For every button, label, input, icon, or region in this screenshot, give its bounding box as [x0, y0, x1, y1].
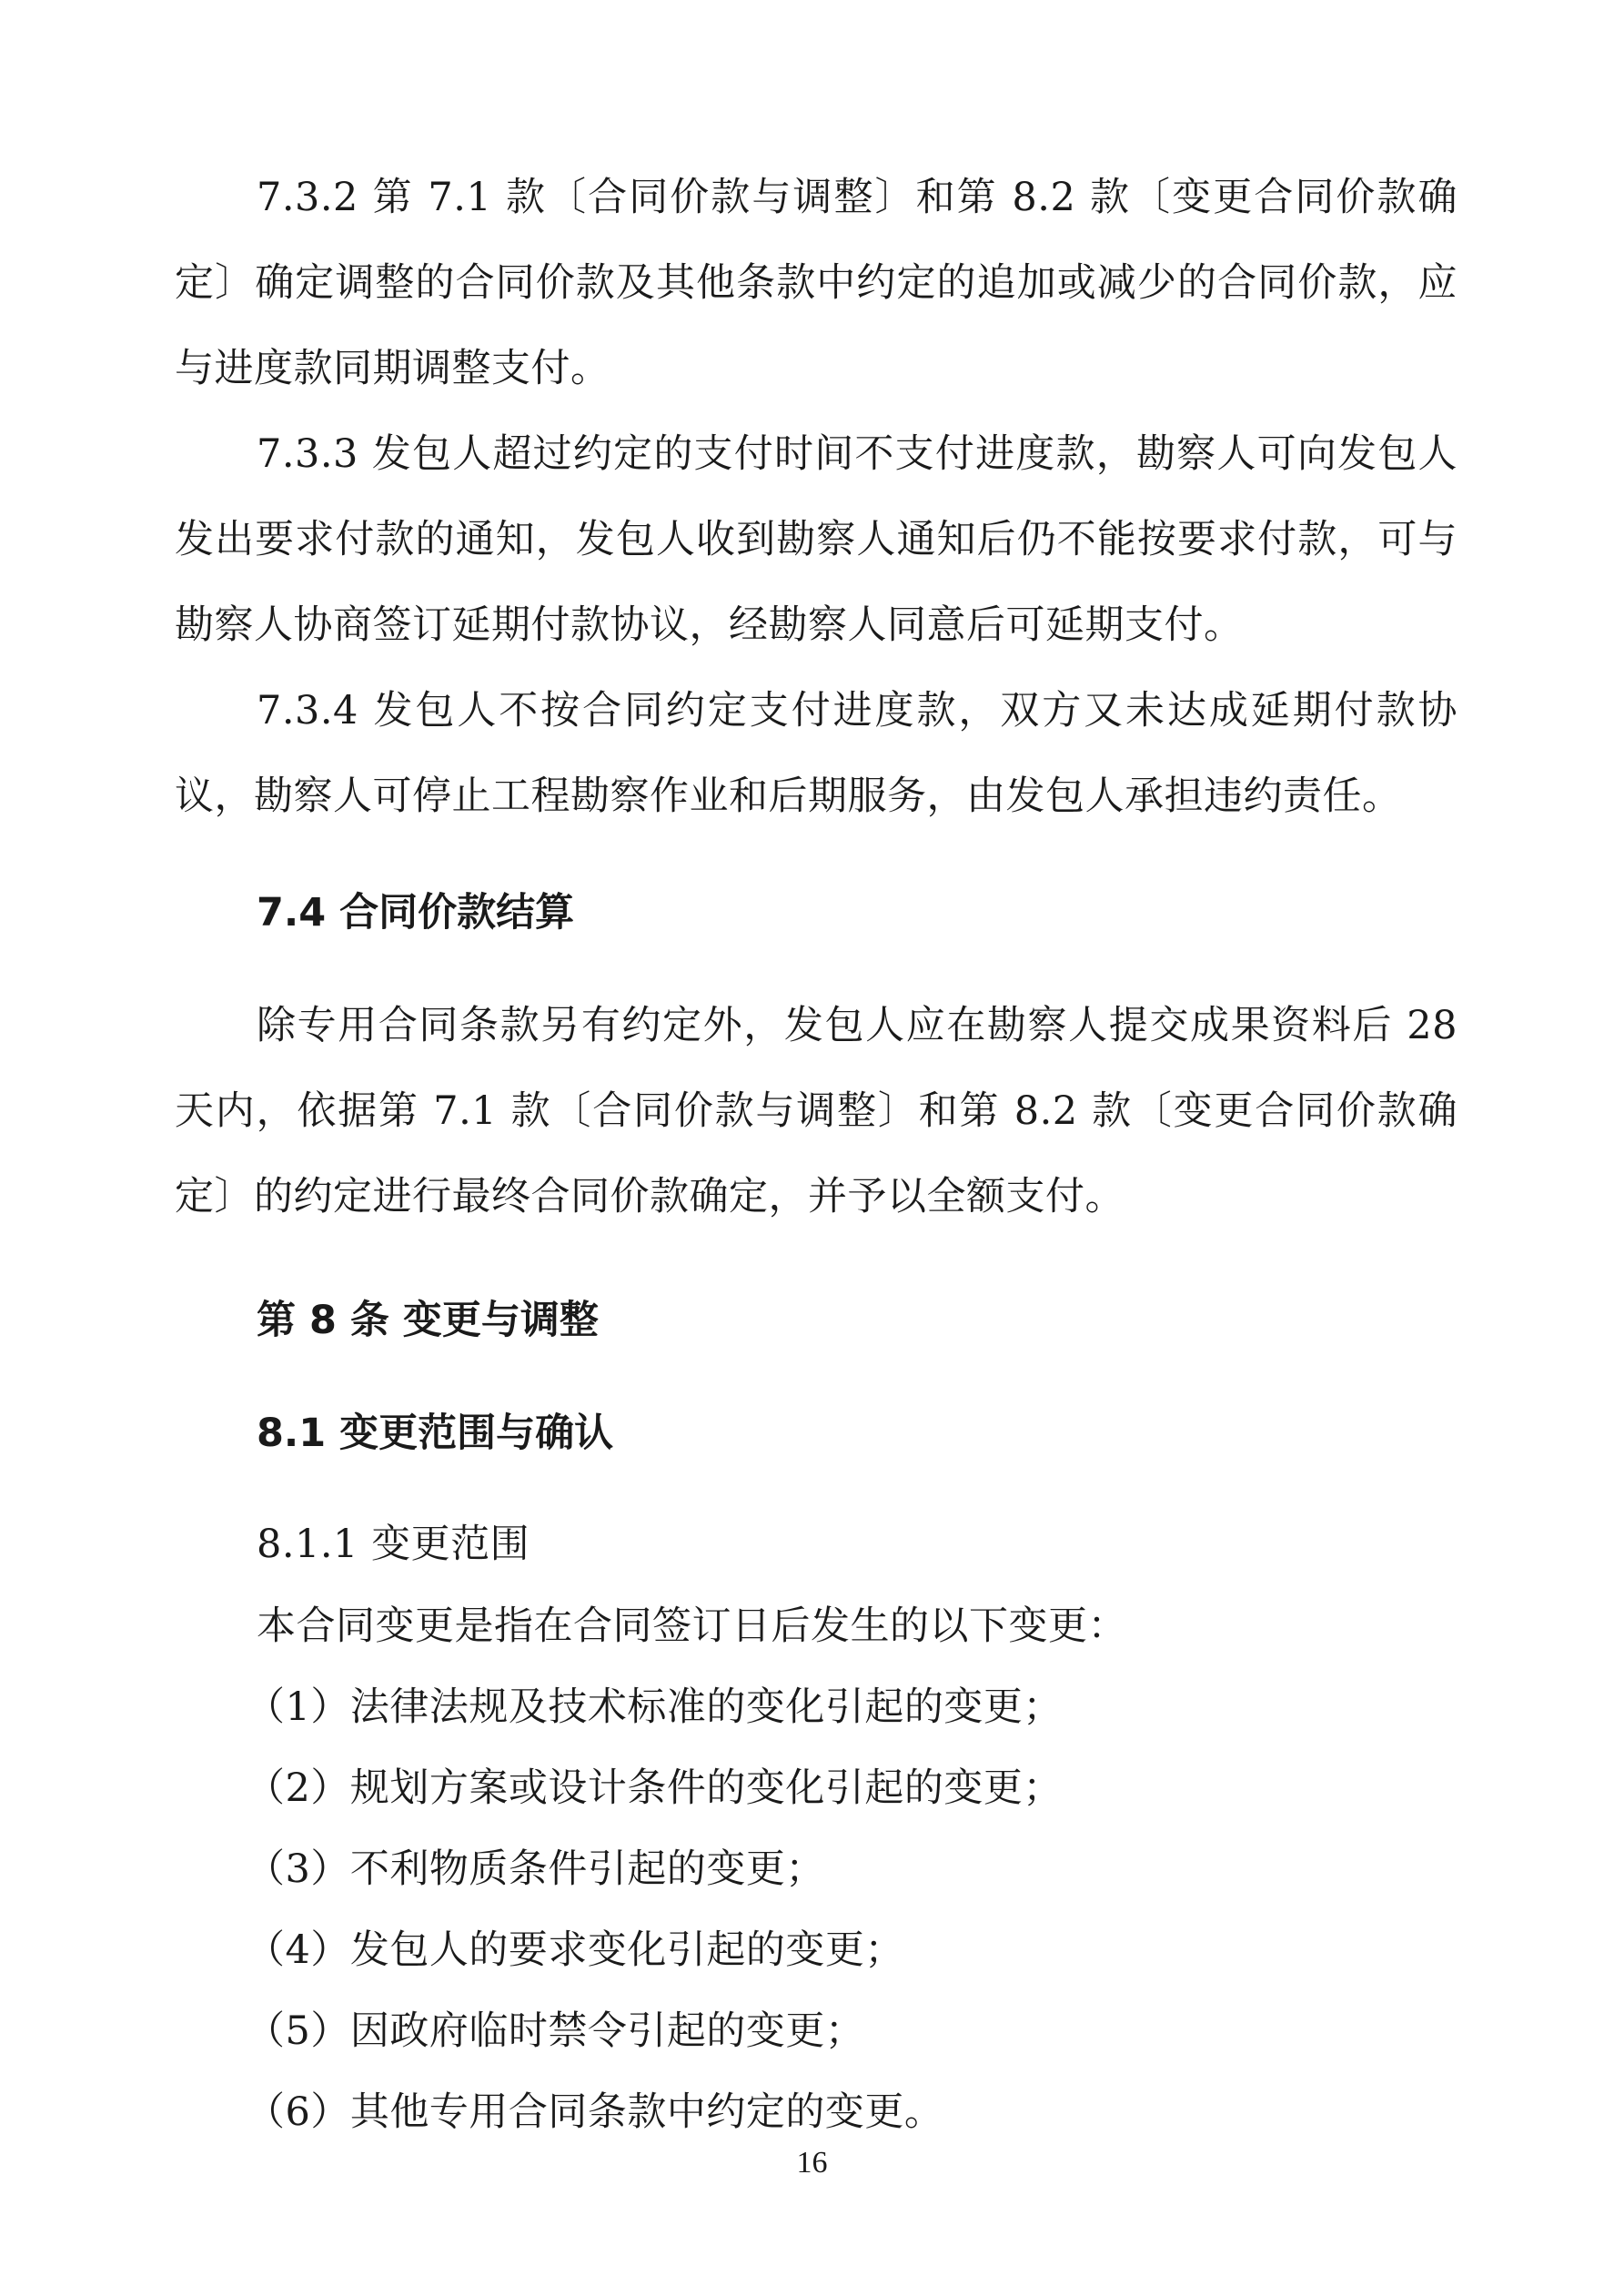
subheading-8-1-1: 8.1.1 变更范围: [257, 1522, 530, 1567]
intro-8-1-1: 本合同变更是指在合同签订日后发生的以下变更：: [257, 1603, 1127, 1649]
paragraph-7-3-2: 7.3.2 第 7.1 款〔合同价款与调整〕和第 8.2 款〔变更合同价款确定〕确定调整的合同价款及其他条款中约定的追加或减少的合同价款，应与进度款同期调整支付。: [175, 175, 1458, 391]
heading-7-4: 7.4 合同价款结算: [257, 890, 575, 936]
page-number: 16: [796, 2146, 828, 2180]
list-item: （1）法律法规及技术标准的变化引起的变更；: [246, 1684, 1063, 1730]
paragraph-7-4: 除专用合同条款另有约定外，发包人应在勘察人提交成果资料后 28 天内，依据第 7.1 款〔合同价款与调整〕和第 8.2 款〔变更合同价款确定〕的约定进行最终合同价款确定，并予以全额支付。: [175, 1003, 1458, 1219]
list-item: （4）发包人的要求变化引起的变更；: [246, 1927, 904, 1973]
heading-8-1: 8.1 变更范围与确认: [257, 1411, 614, 1456]
paragraph-7-3-3: 7.3.3 发包人超过约定的支付时间不支付进度款，勘察人可向发包人发出要求付款的通知，发包人收到勘察人通知后仍不能按要求付款，可与勘察人协商签订延期付款协议，经勘察人同意后可延期支付。: [175, 431, 1458, 648]
paragraph-7-3-4: 7.3.4 发包人不按合同约定支付进度款，双方又未达成延期付款协议，勘察人可停止工程勘察作业和后期服务，由发包人承担违约责任。: [175, 688, 1458, 819]
heading-article-8: 第 8 条 变更与调整: [257, 1298, 599, 1343]
document-body: [175, 155, 1458, 2153]
list-item: （5）因政府临时禁令引起的变更；: [246, 2008, 865, 2054]
change-list: [175, 1667, 1458, 2153]
list-item: （3）不利物质条件引起的变更；: [246, 1846, 825, 1892]
list-item: （6）其他专用合同条款中约定的变更。: [246, 2089, 944, 2135]
list-item: （2）规划方案或设计条件的变化引起的变更；: [246, 1765, 1063, 1811]
